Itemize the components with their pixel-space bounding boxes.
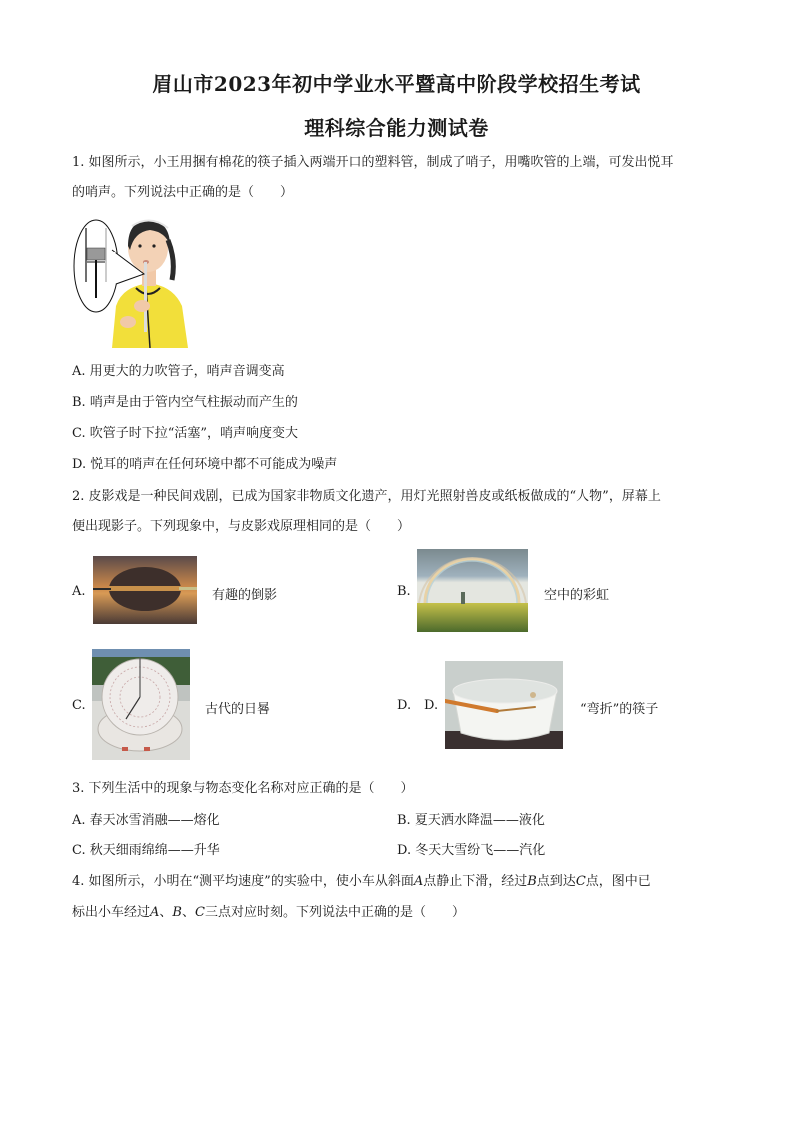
- option-label: A.: [72, 813, 86, 828]
- q4-text: 点静止下滑，经过: [423, 874, 528, 889]
- q1-option-b: [72, 391, 298, 410]
- exam-title: 眉山市2023年初中学业水平暨高中阶段学校招生考试: [152, 72, 641, 96]
- q2-stem-line1: 2. 皮影戏是一种民间戏剧，已成为国家非物质文化遗产，用灯光照射兽皮或纸板做成的“人物”，屏幕上: [72, 489, 661, 504]
- q4-stem-line2: [72, 901, 465, 920]
- q2-option-d-text: “弯折”的筷子: [580, 702, 659, 717]
- option-text: 夏天洒水降温——液化: [414, 813, 545, 828]
- q2-option-c-label: C.: [72, 698, 86, 713]
- q2-option-a-text: 有趣的倒影: [212, 588, 278, 603]
- q2-option-d-label: D.: [397, 698, 412, 713]
- q4-text: 点到达: [536, 874, 576, 889]
- option-label: D.: [397, 843, 412, 858]
- q4-text: 点，图中已: [585, 874, 651, 889]
- q2-stem-line2: 便出现影子。下列现象中，与皮影戏原理相同的是（ ）: [72, 519, 411, 534]
- q2-option-a-reflection-photo: [93, 556, 197, 624]
- q2-option-c-sundial-photo: [92, 649, 190, 760]
- option-text: 用更大的力吹管子，哨声音调变高: [89, 364, 285, 379]
- option-label: C.: [72, 843, 86, 858]
- option-label: D.: [72, 457, 87, 472]
- q3-option-b: [397, 809, 545, 828]
- q2-option-b-rainbow-photo: [417, 549, 528, 632]
- point-c: C: [575, 874, 586, 889]
- option-text: 哨声是由于管内空气柱振动而产生的: [89, 395, 298, 410]
- q3-option-d: [397, 839, 545, 858]
- q4-text: 4. 如图所示，小明在“测平均速度”的实验中，使小车从斜面: [72, 874, 414, 889]
- separator: 、: [159, 905, 173, 920]
- option-label: A.: [72, 364, 86, 379]
- point-b: B: [172, 905, 182, 920]
- q2-option-d-bent-chopstick-photo: [445, 661, 563, 749]
- q1-stem-line2: 的哨声。下列说法中正确的是（ ）: [72, 185, 294, 200]
- q3-option-a: [72, 809, 220, 828]
- exam-subtitle: 理科综合能力测试卷: [304, 116, 489, 140]
- q3-stem: 3. 下列生活中的现象与物态变化名称对应正确的是（ ）: [72, 781, 414, 796]
- q1-stem-line1: 1. 如图所示，小王用捆有棉花的筷子插入两端开口的塑料管，制成了哨子，用嘴吹管的上端，可发出悦耳: [72, 155, 674, 170]
- point-c: C: [195, 905, 205, 920]
- option-text: 吹管子时下拉“活塞”，哨声响度变大: [89, 426, 299, 441]
- q4-text: 三点对应时刻。下列说法中正确的是（ ）: [204, 905, 465, 920]
- point-a: A: [150, 905, 160, 920]
- option-label: B.: [72, 395, 86, 410]
- q3-option-c: [72, 839, 220, 858]
- q2-option-d-extra-label: D.: [424, 698, 439, 713]
- q4-text: 标出小车经过: [72, 905, 151, 920]
- option-label: C.: [72, 426, 86, 441]
- option-text: 冬天大雪纷飞——汽化: [415, 843, 546, 858]
- q2-option-b-label: B.: [397, 584, 411, 599]
- q2-option-b-text: 空中的彩虹: [544, 588, 610, 603]
- option-text: 悦耳的哨声在任何环境中都不可能成为噪声: [90, 457, 338, 472]
- q1-option-c: [72, 422, 298, 441]
- option-text: 春天冰雪消融——熔化: [89, 813, 220, 828]
- q1-option-a: [72, 360, 285, 379]
- option-text: 秋天细雨绵绵——升华: [89, 843, 220, 858]
- option-label: B.: [397, 813, 411, 828]
- q4-stem-line1: [72, 870, 651, 889]
- q1-figure-girl-whistle: [72, 210, 194, 348]
- separator: 、: [181, 905, 195, 920]
- q2-option-a-label: A.: [72, 584, 86, 599]
- q2-option-c-text: 古代的日晷: [205, 702, 271, 717]
- q1-option-d: [72, 453, 337, 472]
- point-b: B: [527, 874, 537, 889]
- point-a: A: [413, 874, 424, 889]
